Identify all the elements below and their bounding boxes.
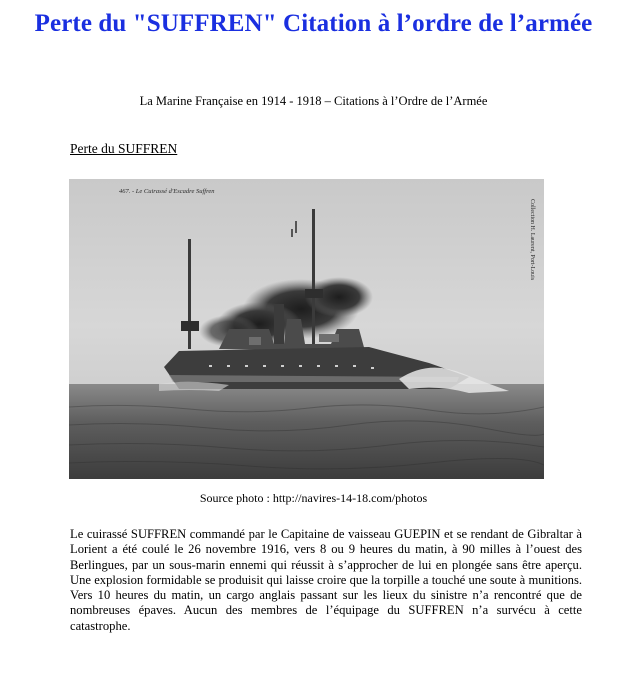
document-header: La Marine Française en 1914 - 1918 – Citations à l’Ordre de l’Armée bbox=[139, 94, 488, 108]
page-title: Perte du "SUFFREN" Citation à l’ordre de l’armée bbox=[34, 10, 593, 37]
postcard-label: 467. - Le Cuirassé d'Escadre Suffren bbox=[119, 188, 215, 195]
battleship-photo bbox=[69, 179, 544, 479]
section-title: Perte du SUFFREN bbox=[70, 141, 178, 156]
battleship-photo-image bbox=[69, 179, 544, 479]
body-paragraph: Le cuirassé SUFFREN commandé par le Capitaine de vaisseau GUEPIN et se rendant de Gibraltar à Lorient a été coulé le 26 novembre 1916, vers 8 ou 9 heures du matin, à 90 milles à l’ouest des Berlingues, par un sous-marin ennemi qui réussit à s’approcher de lui en plongée sans être aperçu. Une explosion formidable se produisit qui laisse croire que la torpille a touché une soute à munitions. Vers 10 heures du matin, un cargo anglais passant sur les lieux du sinistre n’a rencontré que de nombreuses épaves. Aucun des membres de l’équipage du SUFFREN n’a survécu à cette catastrophe. bbox=[70, 527, 582, 633]
photo-caption: Source photo : http://navires-14-18.com/photos bbox=[199, 491, 428, 505]
postcard-side-label: Collection H. Laurent, Port-Louis bbox=[529, 199, 535, 281]
